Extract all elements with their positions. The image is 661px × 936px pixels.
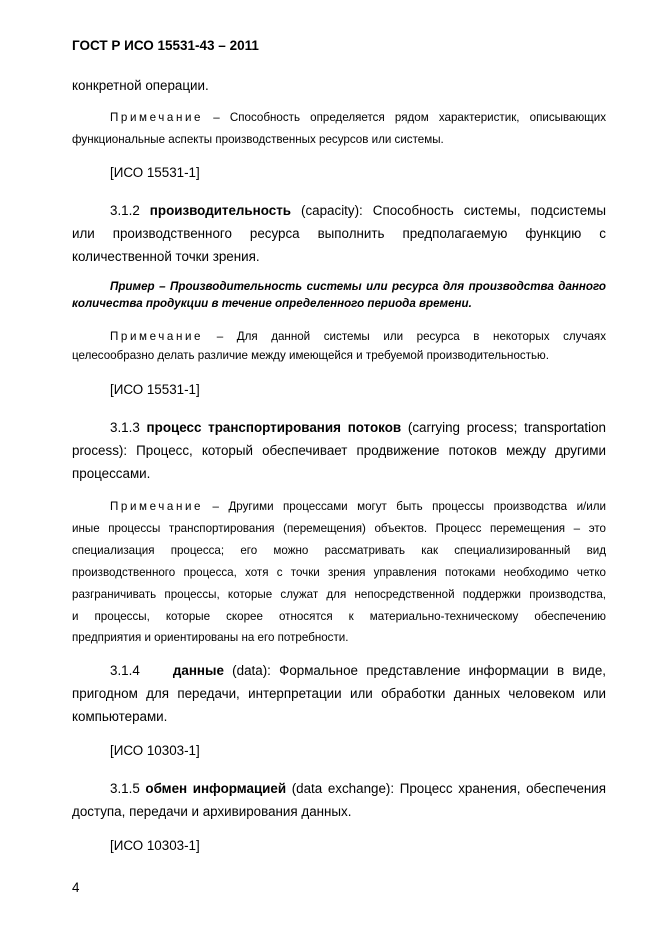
term-3-1-5-line-1: 3.1.5 обмен информацией (data exchange): Процесс хранения, обеспечения [110,781,606,796]
note1-line-2: функциональные аспекты производственных ресурсов или системы. [72,133,444,146]
term-3-1-2-line-1: 3.1.2 производительность (capacity): Способность системы, подсистемы [110,203,606,218]
reference-iso-10303-1-b: [ИСО 10303-1] [110,838,200,853]
term-3-1-3-line-3: процессами. [72,466,151,481]
term-3-1-4-line-3: компьютерами. [72,709,168,724]
term-3-1-4-line-2: пригодном для передачи, интерпретации или обработки данных человеком или [72,686,606,701]
term-3-1-5-line-2: доступа, передачи и архивирования данных. [72,804,352,819]
term-3-1-3-line-1: 3.1.3 процесс транспортирования потоков (carrying process; transportation [110,420,606,435]
note3-line-3: специализация процесса; его можно рассматривать как специализированный вид [72,544,606,557]
note2-label: Примечание [110,330,204,343]
note3-line-4: производственного процесса, хотя с точки зрения управления потоками необходимо четко [72,566,606,579]
note3-line-7: предприятия и ориентированы на его потребности. [72,631,349,644]
term-3-1-2-line-3: количественной точки зрения. [72,249,260,264]
example-label: Пример [110,280,155,293]
reference-iso-15531-1-b: [ИСО 15531-1] [110,382,200,397]
term-3-1-3-line-2: process): Процесс, который обеспечивает продвижение потоков между другими [72,443,606,458]
example-line-2: количества продукции в течение определенного периода времени. [72,297,472,310]
example-line-1: Пример – Производительность системы или ресурса для производства данного [110,280,606,293]
page-number: 4 [72,880,80,895]
note3-line-2: иные процессы транспортирования (перемещения) объектов. Процесс перемещения – это [72,522,606,535]
reference-iso-10303-1: [ИСО 10303-1] [110,743,200,758]
term-3-1-5-title: обмен информацией [145,781,287,796]
note3-label: Примечание [110,500,204,513]
note3-line-6: и процессы, которые скорее относятся к материально-техническому обеспечению [72,610,606,623]
note3-line-5: разграничивать процессы, которые служат для непосредственной поддержки производства, [72,588,606,601]
note1-label: Примечание [110,111,204,124]
note2-line-1: Примечание – Для данной системы или ресурса в некоторых случаях [110,330,606,343]
term-3-1-3-title: процесс транспортирования потоков [146,420,402,435]
term-3-1-2-line-2: или производственного ресурса выполнить предполагаемую функцию с [72,226,606,241]
term-3-1-4-title: данные [172,663,224,678]
intro-line: конкретной операции. [72,78,209,93]
term-3-1-2-title: производительность [149,203,291,218]
note1-line-1: Примечание – Способность определяется рядом характеристик, описывающих [110,111,606,124]
term-3-1-4-line-1: 3.1.4 данные (data): Формальное представление информации в виде, [110,663,606,678]
note2-line-2: целесообразно делать различие между имеющейся и требуемой производительностью. [72,349,549,362]
reference-iso-15531-1: [ИСО 15531-1] [110,165,200,180]
note3-line-1: Примечание – Другими процессами могут быть процессы производства и/или [110,500,606,513]
document-header: ГОСТ Р ИСО 15531-43 – 2011 [72,38,259,53]
